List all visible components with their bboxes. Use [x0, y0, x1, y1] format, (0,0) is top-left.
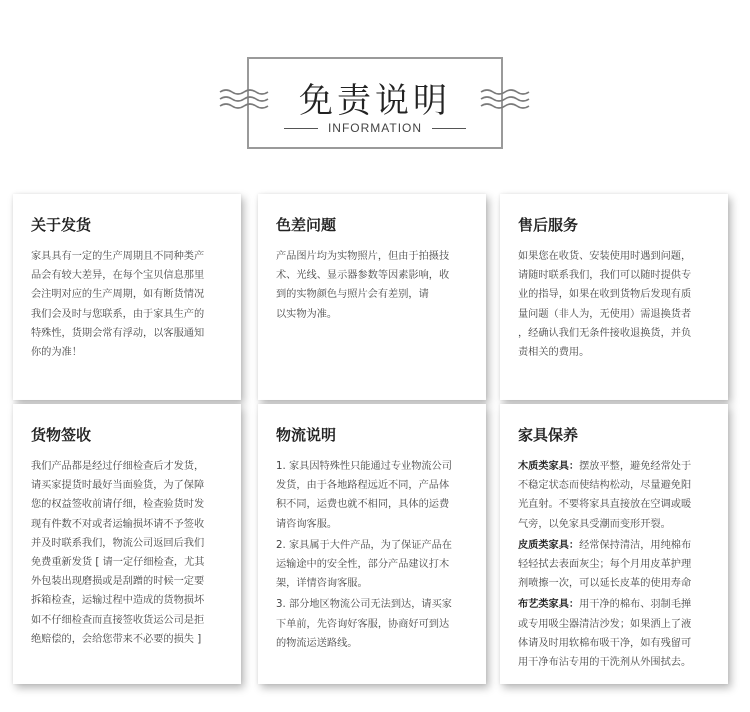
card-title: 货物签收	[31, 426, 92, 444]
maintenance-fabric	[518, 595, 710, 672]
wave-right-icon	[480, 88, 530, 110]
header-frame	[247, 57, 503, 149]
card-title: 售后服务	[518, 216, 579, 234]
card-title: 家具保养	[518, 426, 579, 444]
maintenance-wood-label: 木质类家具：	[518, 461, 580, 472]
card-text: 我们产品都是经过仔细检查后才发货， 请买家提货时最好当面验货，为了保障 您的权益签收前请仔细，检查验货时发 现有件数不对或者运输损坏请不予签收 并及时联系我们，物流公司返回后我们 免费重新发货 [ 请一定仔细检查，尤其 外包装出现磨损或是刮蹭的时候一定要 拆箱检查，运输过程中造成的货物损坏 如不仔细检查而直接签收货运公司是拒 绝赔偿的，会给您带来不必要的损失 ]	[31, 461, 205, 645]
card-after-sales	[500, 194, 728, 400]
card-text-1: 1. 家具因特殊性只能通过专业物流公司 发货，由于各地路程远近不同，产品体 积不同，运费也就不相同，具体的运费 请咨询客服。	[276, 461, 452, 530]
card-title: 物流说明	[276, 426, 337, 444]
card-color-difference	[258, 194, 486, 400]
card-shipping	[13, 194, 241, 400]
card-text-2: 2. 家具属于大件产品，为了保证产品在 运输途中的安全性，部分产品建议打木 架，详情咨询客服。	[276, 539, 452, 590]
card-maintenance	[500, 404, 728, 684]
card-text-3: 3. 部分地区物流公司无法到达，请买家 下单前，先咨询好客服，协商好可到达 的物流运送路线。	[276, 599, 452, 649]
card-receipt	[13, 404, 241, 684]
subtitle-line-left	[284, 128, 318, 129]
card-text: 家具具有一定的生产周期且不同种类产 品会有较大差异，在每个宝贝信息那里 会注明对应的生产周期，如有断货情况 我们会及时与您联系，由于家具生产的 特殊性，货期会常有浮动，以客服通知 你的为准！	[31, 251, 205, 359]
card-text: 产品图片均为实物照片，但由于拍摄技 术、光线、显示器参数等因素影响，收 到的实物颜色与照片会有差别，请 以实物为准。	[276, 251, 450, 320]
maintenance-leather	[518, 536, 710, 594]
maintenance-wood	[518, 457, 710, 534]
card-logistics	[258, 404, 486, 684]
maintenance-fabric-text: 用干净的棉布、羽制毛掸 或专用吸尘器清洁沙发；如果洒上了液 体请及时用软棉布吸干净，如有残留可 用干净布沾专用的干洗剂从外围拭去。	[518, 599, 692, 669]
card-title: 色差问题	[276, 216, 337, 234]
maintenance-wood-text: 摆放平整，避免经常处于 不稳定状态而使结构松动，尽量避免阳 光直射。不要将家具直接放在空调或暖 气旁，以免家具受潮而变形开裂。	[518, 461, 692, 530]
wave-left-icon	[219, 88, 269, 110]
maintenance-leather-label: 皮质类家具：	[518, 539, 580, 551]
subtitle-line-right	[432, 128, 466, 129]
page-title: 免责说明	[299, 81, 451, 121]
card-text: 如果您在收货、安装使用时遇到问题， 请随时联系我们，我们可以随时提供专 业的指导，如果在收到货物后发现有质 量问题（非人为，无使用）需退换货者 ，经确认我们无条件接收退换货，并负 责相关的费用。	[518, 251, 692, 359]
maintenance-leather-text: 经常保持清洁，用纯棉布 轻轻拭去表面灰尘；每个月用皮革护理 剂喷擦一次，可以延长皮革的使用寿命	[518, 539, 692, 590]
card-title: 关于发货	[31, 216, 92, 234]
maintenance-fabric-label: 布艺类家具：	[518, 599, 580, 611]
subtitle-row	[249, 121, 501, 135]
page-subtitle: INFORMATION	[327, 121, 423, 135]
